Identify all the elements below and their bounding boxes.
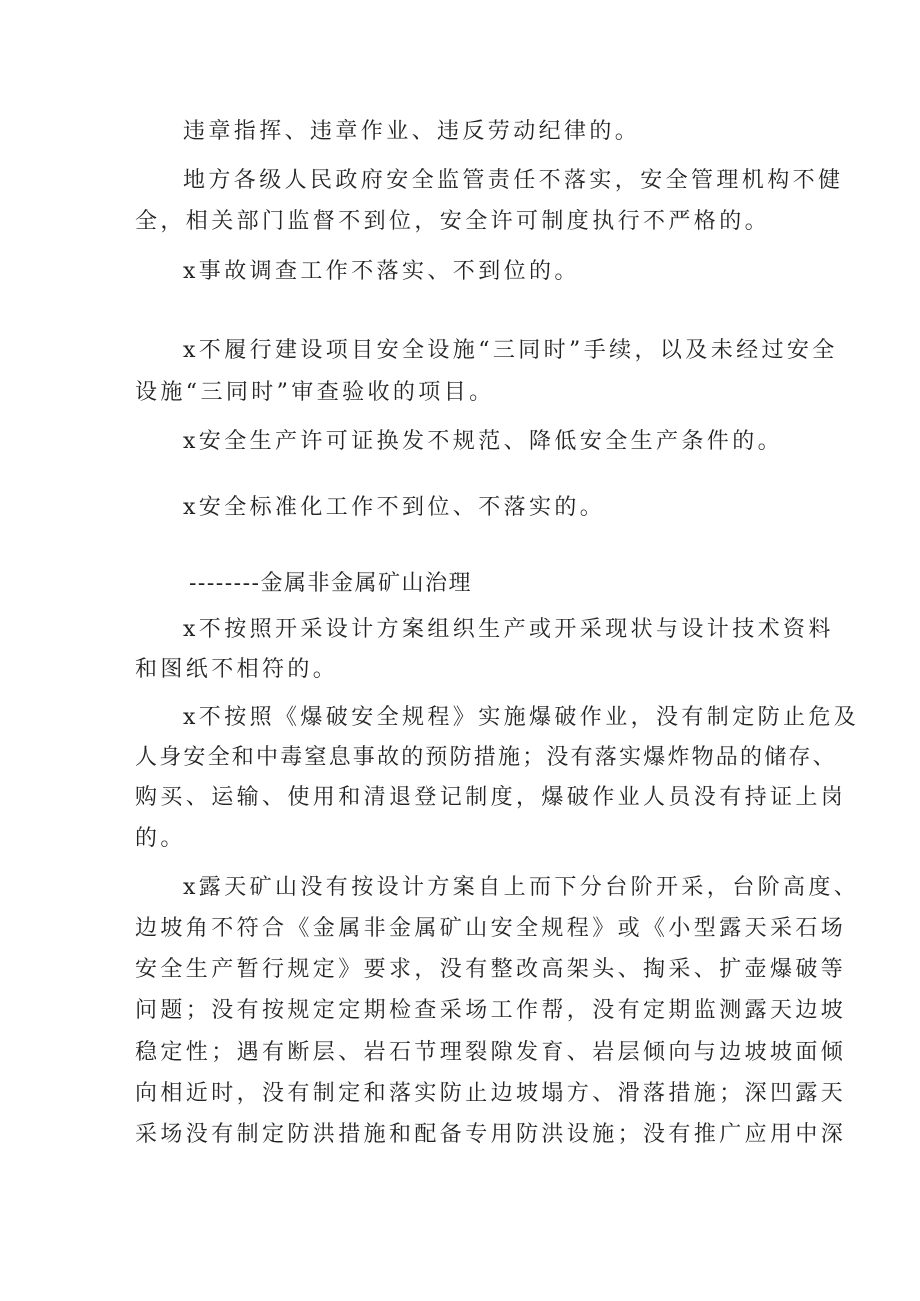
section-heading: --------金属非金属矿山治理 [189,571,472,596]
text-line: 设施“三同时”审查验收的项目。 [135,380,495,405]
text-line: x安全生产许可证换发不规范、降低安全生产条件的。 [183,429,784,454]
text-line: 稳定性；遇有断层、岩石节理裂隙发育、岩层倾向与边坡坡面倾 [135,1040,847,1065]
text-line: 违章指挥、违章作业、违反劳动纪律的。 [183,119,641,144]
text-line: x露天矿山没有按设计方案自上而下分台阶开采，台阶高度、 [183,875,860,900]
text-line: 人身安全和中毒窒息事故的预防措施；没有落实爆炸物品的储存、 [135,745,837,770]
text-line: 地方各级人民政府安全监管责任不落实，安全管理机构不健 [183,168,844,193]
text-line: 和图纸不相符的。 [135,657,339,682]
text-line: 采场没有制定防洪措施和配备专用防洪设施；没有推广应用中深 [135,1122,847,1147]
text-line: 问题；没有按规定定期检查采场工作帮，没有定期监测露天边坡 [135,998,847,1023]
text-line: x不履行建设项目安全设施“三同时”手续，以及未经过安全 [183,338,838,363]
text-line: x安全标准化工作不到位、不落实的。 [183,495,606,520]
text-line: 购买、运输、使用和清退登记制度，爆破作业人员没有持证上岗 [135,785,847,810]
text-line: 边坡角不符合《金属非金属矿山安全规程》或《小型露天采石场 [135,916,847,941]
text-line: 向相近时，没有制定和落实防止边坡塌方、滑落措施；深凹露天 [135,1081,847,1106]
text-line: x不按照《爆破安全规程》实施爆破作业，没有制定防止危及 [183,705,860,730]
text-line: 安全生产暂行规定》要求，没有整改高架头、掏采、扩壶爆破等 [135,957,847,982]
text-line: 全，相关部门监督不到位，安全许可制度执行不严格的。 [135,209,771,234]
text-line: 的。 [135,826,186,851]
text-line: x事故调查工作不落实、不到位的。 [183,259,580,284]
text-line: x不按照开采设计方案组织生产或开采现状与设计技术资料 [183,617,834,642]
